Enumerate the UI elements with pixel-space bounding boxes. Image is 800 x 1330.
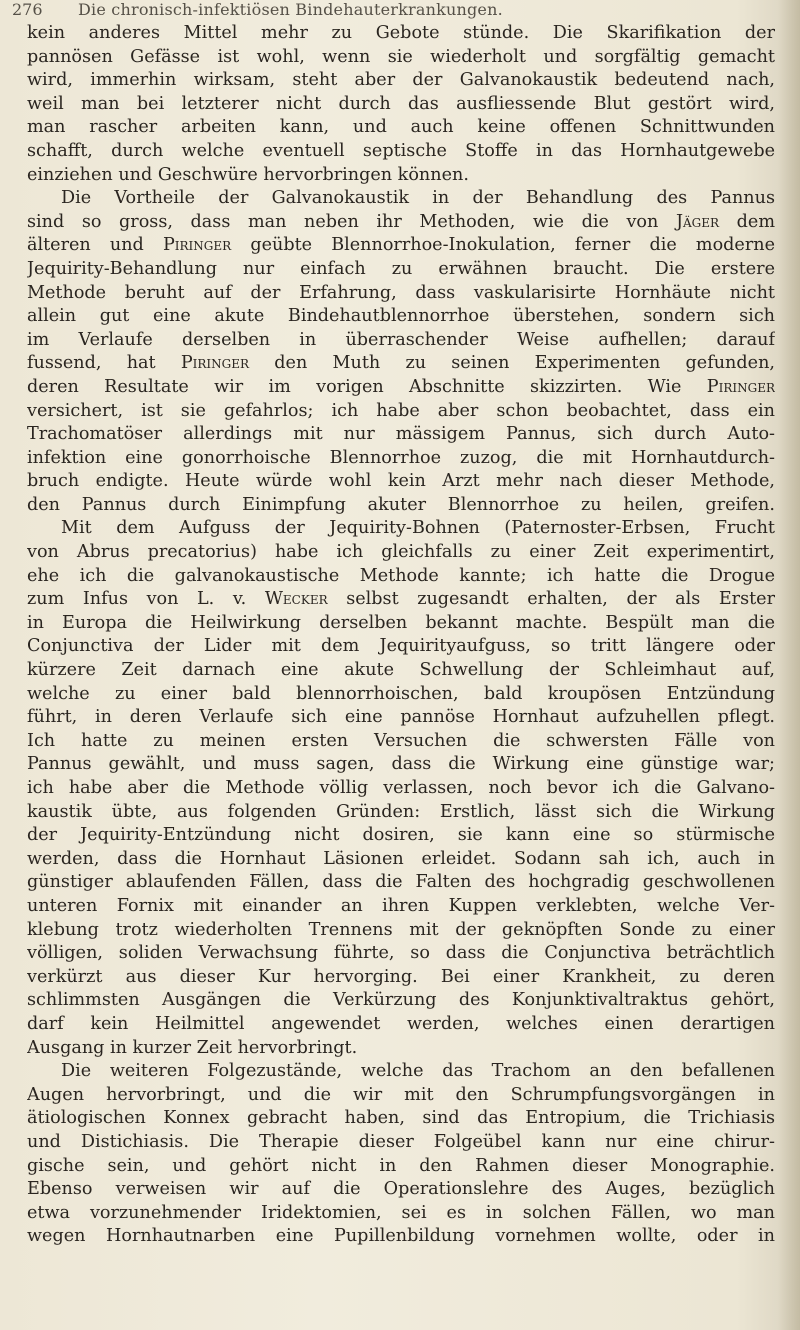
text-line: Ausgang in kurzer Zeit hervorbringt. — [27, 1037, 358, 1058]
text-line: darf kein Heilmittel angewendet werden, welches einen derartigen — [27, 1013, 775, 1034]
page-edge-shadow — [778, 0, 800, 1330]
text-line: fussend, hat Piringer den Muth zu seinen Experimenten gefunden, — [27, 353, 775, 374]
text-line: Conjunctiva der Lider mit dem Jequirityaufguss, so tritt längere oder — [27, 636, 775, 657]
text-line: den Pannus durch Einimpfung akuter Blennorrhoe zu heilen, greifen. — [27, 494, 775, 515]
text-line: klebung trotz wiederholten Trennens mit der geknöpften Sonde zu einer — [27, 919, 775, 940]
text-line: bruch endigte. Heute würde wohl kein Arzt mehr nach dieser Methode, — [27, 471, 775, 492]
text-line: älteren und Piringer geübte Blennorrhoe-Inokulation, ferner die moderne — [27, 235, 775, 256]
text-line: und Distichiasis. Die Therapie dieser Folgeübel kann nur eine chirur- — [27, 1131, 775, 1152]
text-line: im Verlaufe derselben in überraschender Weise aufhellen; darauf — [27, 329, 775, 350]
text-line: infektion eine gonorrhoische Blennorrhoe zuzog, die mit Hornhautdurch- — [27, 447, 775, 468]
text-line: kürzere Zeit darnach eine akute Schwellung der Schleimhaut auf, — [27, 660, 775, 681]
text-line: man rascher arbeiten kann, und auch keine offenen Schnittwunden — [27, 117, 775, 138]
text-line: verkürzt aus dieser Kur hervorging. Bei einer Krankheit, zu deren — [27, 966, 775, 987]
text-line: zum Infus von L. v. Wecker selbst zugesandt erhalten, der als Erster — [27, 589, 775, 610]
text-line: völligen, soliden Verwachsung führte, so dass die Conjunctiva beträchtlich — [27, 943, 775, 964]
text-line: deren Resultate wir im vorigen Abschnitte skizzirten. Wie Piringer — [27, 376, 775, 397]
text-line: günstiger ablaufenden Fällen, dass die Falten des hochgradig geschwollenen — [27, 872, 775, 893]
running-title: Die chronisch-infektiösen Bindehauterkrankungen. — [78, 0, 503, 19]
text-line: Trachomatöser allerdings mit nur mässigem Pannus, sich durch Auto- — [27, 424, 775, 445]
text-line: allein gut eine akute Bindehautblennorrhoe überstehen, sondern sich — [27, 306, 775, 327]
text-line: gische sein, und gehört nicht in den Rahmen dieser Monographie. — [27, 1155, 775, 1176]
text-line: führt, in deren Verlaufe sich eine pannöse Hornhaut aufzuhellen pflegt. — [27, 707, 775, 728]
paragraph-start-line: Die weiteren Folgezustände, welche das Trachom an den befallenen — [61, 1061, 775, 1082]
page-number: 276 — [12, 0, 43, 19]
text-line: ich habe aber die Methode völlig verlassen, noch bevor ich die Galvano- — [27, 778, 775, 798]
text-line: versichert, ist sie gefahrlos; ich habe aber schon beobachtet, dass ein — [27, 400, 775, 421]
text-line: wegen Hornhautnarben eine Pupillenbildung vornehmen wollte, oder in — [27, 1226, 775, 1247]
text-line: wird, immerhin wirksam, steht aber der Galvanokaustik bedeutend nach, — [27, 70, 775, 91]
text-line: ehe ich die galvanokaustische Methode kannte; ich hatte die Drogue — [27, 565, 775, 586]
text-line: der Jequirity-Entzündung nicht dosiren, sie kann eine so stürmische — [27, 825, 775, 846]
paragraph-start-line: Mit dem Aufguss der Jequirity-Bohnen (Paternoster-Erbsen, Frucht — [61, 518, 775, 539]
text-line: Augen hervorbringt, und die wir mit den Schrumpfungsvorgängen in — [27, 1084, 775, 1105]
text-line: einziehen und Geschwüre hervorbringen können. — [27, 164, 469, 185]
text-line: sind so gross, dass man neben ihr Methoden, wie die von Jäger dem — [27, 211, 775, 232]
paragraph-start-line: Die Vortheile der Galvanokaustik in der Behandlung des Pannus — [61, 188, 775, 209]
text-line: weil man bei letzterer nicht durch das ausfliessende Blut gestört wird, — [27, 93, 775, 114]
text-line: pannösen Gefässe ist wohl, wenn sie wiederholt und sorgfältig gemacht — [27, 46, 775, 67]
text-line: schafft, durch welche eventuell septische Stoffe in das Hornhautgewebe — [27, 140, 775, 161]
body-text — [27, 22, 775, 1249]
text-line: in Europa die Heilwirkung derselben bekannt machte. Bespült man die — [27, 612, 775, 633]
text-line: kaustik übte, aus folgenden Gründen: Erstlich, lässt sich die Wirkung — [27, 801, 775, 822]
text-line: welche zu einer bald blennorrhoischen, bald kroupösen Entzündung — [27, 683, 775, 704]
text-line: Ebenso verweisen wir auf die Operationslehre des Auges, bezüglich — [27, 1179, 775, 1200]
text-line: unteren Fornix mit einander an ihren Kuppen verklebten, welche Ver- — [27, 895, 775, 916]
text-line: werden, dass die Hornhaut Läsionen erleidet. Sodann sah ich, auch in — [27, 848, 775, 869]
text-line: kein anderes Mittel mehr zu Gebote stünde. Die Skarifikation der — [27, 23, 775, 43]
text-line: ätiologischen Konnex gebracht haben, sind das Entropium, die Trichiasis — [27, 1108, 775, 1129]
text-line: von Abrus precatorius) habe ich gleichfalls zu einer Zeit experimentirt, — [27, 542, 775, 563]
text-line: Ich hatte zu meinen ersten Versuchen die schwersten Fälle von — [27, 730, 775, 751]
text-line: Jequirity-Behandlung nur einfach zu erwähnen braucht. Die erstere — [27, 258, 775, 279]
text-line: Pannus gewählt, und muss sagen, dass die Wirkung eine günstige war; — [27, 754, 775, 775]
text-line: etwa vorzunehmender Iridektomien, sei es in solchen Fällen, wo man — [27, 1202, 775, 1223]
text-line: schlimmsten Ausgängen die Verkürzung des Konjunktivaltraktus gehört, — [27, 990, 775, 1011]
text-line: Methode beruht auf der Erfahrung, dass vaskularisirte Hornhäute nicht — [27, 282, 775, 303]
